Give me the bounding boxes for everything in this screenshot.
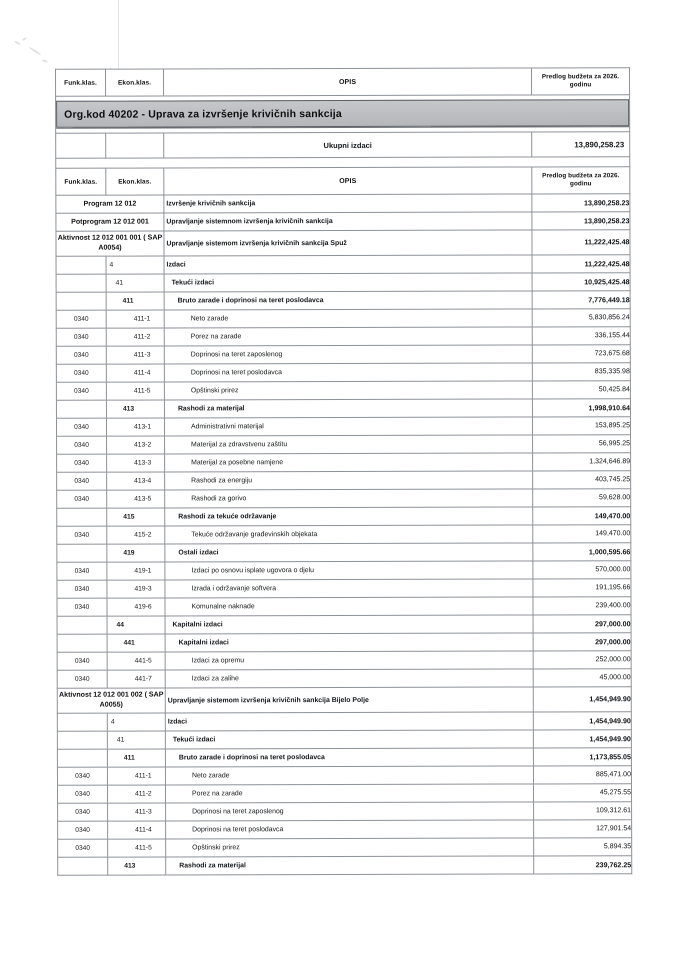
opis-text: Porez na zarade: [192, 790, 243, 798]
header-opis-2: OPIS: [164, 167, 532, 195]
row-amount: 45,000.00: [533, 669, 631, 687]
row-opis: [166, 838, 534, 857]
ekon-code: 413-3: [134, 459, 152, 467]
opis-text: Rashodi za materijal: [179, 862, 246, 870]
header-ekon-klas-2: Ekon.klas.: [106, 168, 164, 195]
row-ekon-klas: [106, 274, 164, 292]
table-row: [56, 345, 630, 365]
row-funk-klas: [57, 508, 107, 526]
opis-text: Komunalne naknade: [191, 603, 255, 611]
row-opis: [165, 471, 533, 490]
row-opis: [165, 597, 533, 616]
row-amount: 153,895.25: [532, 417, 630, 435]
row-opis: [164, 273, 532, 292]
opis-text: Doprinosi na teret poslodavca: [190, 369, 283, 377]
table-row: [58, 856, 632, 876]
row-opis: [165, 453, 533, 472]
opis-text: Neto zarade: [190, 315, 229, 323]
row-ekon-klas: [106, 346, 164, 364]
total-funk-cell: [56, 133, 106, 158]
table-row: [56, 230, 630, 257]
opis-text: Bruto zarade i doprinosi na teret poslodavca: [178, 754, 325, 762]
row-funk-klas: 0340: [57, 670, 107, 688]
table-row: [57, 489, 631, 509]
ekon-code: 419-1: [134, 567, 152, 575]
table-row: [56, 194, 630, 214]
row-amount: 11,222,425.48: [532, 230, 630, 255]
opis-text: Izdaci za zalihe: [191, 675, 239, 683]
row-ekon-klas: [107, 767, 165, 785]
table-row: [57, 471, 631, 491]
table-row: [56, 327, 630, 347]
ekon-code: 411-4: [133, 369, 151, 377]
row-funk-klas: 0340: [57, 767, 107, 785]
row-group-label: Program 12 012: [56, 195, 164, 213]
row-funk-klas: 0340: [57, 454, 107, 472]
row-funk-klas: 0340: [56, 382, 106, 400]
row-opis: [165, 766, 533, 785]
opis-text: Kapitalni izdaci: [172, 621, 223, 629]
row-ekon-klas: [107, 472, 165, 490]
row-ekon-klas: [107, 526, 165, 544]
row-funk-klas: 0340: [57, 580, 107, 598]
opis-text: Kapitalni izdaci: [178, 639, 229, 647]
row-amount: 1,454,949.90: [533, 687, 631, 712]
row-funk-klas: [57, 634, 107, 652]
org-code-banner: Org.kod 40202 - Uprava za izvršenje krivičnih sankcija: [56, 99, 629, 128]
opis-text: Doprinosi na teret zaposlenog: [192, 808, 284, 816]
ekon-code: 411-4: [135, 826, 152, 834]
ekon-code: 441: [123, 639, 135, 647]
table-row: [56, 399, 630, 419]
row-amount: 149,470.00: [533, 507, 631, 525]
table-row: [56, 363, 630, 383]
table-row: [56, 273, 630, 293]
row-amount: 5,894.35: [534, 838, 632, 856]
ekon-code: 411-2: [135, 790, 152, 798]
row-amount: 5,830,856.24: [532, 309, 630, 327]
row-ekon-klas: [108, 857, 166, 875]
row-opis: [164, 417, 532, 436]
ekon-code: 4: [109, 261, 114, 269]
row-ekon-klas: [106, 256, 164, 274]
row-opis: [164, 291, 532, 310]
table-row: [57, 730, 631, 750]
row-opis: [164, 194, 532, 213]
ekon-code: 441-5: [134, 657, 152, 665]
row-funk-klas: [57, 616, 107, 634]
ekon-code: 411-2: [133, 333, 151, 341]
row-ekon-klas: [107, 562, 165, 580]
row-amount: 239,762.25: [534, 856, 632, 874]
table-row: [57, 748, 631, 768]
row-amount: 297,000.00: [533, 615, 631, 633]
table-row: [57, 597, 631, 617]
row-amount: 13,890,258.23: [532, 194, 630, 212]
opis-text: Izdaci za opremu: [191, 657, 245, 665]
row-funk-klas: 0340: [57, 562, 107, 580]
row-ekon-klas: [107, 436, 165, 454]
scan-artifact: [12, 36, 54, 66]
opis-text: Izrada i održavanje softvera: [191, 585, 277, 593]
ekon-code: 419: [123, 549, 135, 557]
row-ekon-klas: [107, 508, 165, 526]
row-ekon-klas: [106, 292, 164, 310]
ekon-code: 441-7: [134, 675, 152, 683]
row-ekon-klas: [107, 731, 165, 749]
row-amount: 1,454,949.90: [533, 712, 631, 730]
row-ekon-klas: [107, 580, 165, 598]
opis-text: Porez na zarade: [190, 333, 242, 341]
row-opis: [164, 255, 532, 274]
ekon-code: 411-3: [133, 351, 151, 359]
ekon-code: 411: [123, 754, 135, 762]
row-opis: [165, 748, 533, 767]
row-funk-klas: [56, 274, 106, 292]
opis-text: Materijal za zdravstvenu zaštitu: [191, 441, 288, 449]
opis-text: Opštinski prirez: [192, 844, 240, 852]
row-amount: 1,454,949.90: [533, 730, 631, 748]
row-funk-klas: 0340: [56, 418, 106, 436]
table-row: [57, 525, 631, 545]
row-opis: [165, 435, 533, 454]
row-funk-klas: 0340: [58, 803, 108, 821]
row-amount: 13,890,258.23: [532, 212, 630, 230]
opis-text: Tekući izdaci: [172, 736, 216, 744]
opis-text: Administrativni materijal: [190, 423, 264, 431]
row-opis: [165, 633, 533, 652]
row-funk-klas: [57, 544, 107, 562]
ekon-code: 413-5: [134, 495, 152, 503]
opis-text: Upravljanje sistemom izvršenja krivičnih sankcija Bijelo Polje: [167, 696, 369, 704]
row-amount: 109,312.61: [534, 802, 632, 820]
row-funk-klas: [57, 749, 107, 767]
row-group-label: Potprogram 12 012 001: [56, 213, 164, 231]
row-amount: 7,776,449.18: [532, 291, 630, 309]
row-funk-klas: 0340: [58, 839, 108, 857]
row-ekon-klas: [107, 598, 165, 616]
row-opis: [166, 802, 534, 821]
row-amount: 59,628.00: [533, 489, 631, 507]
ekon-code: 411-5: [135, 844, 152, 852]
opis-text: Izdaci po osnovu isplate ugovora o djelu: [191, 567, 315, 575]
header-opis: OPIS: [164, 68, 532, 96]
row-funk-klas: 0340: [57, 436, 107, 454]
row-opis: [165, 651, 533, 670]
row-funk-klas: 0340: [56, 346, 106, 364]
row-opis: [165, 489, 533, 508]
row-ekon-klas: [108, 839, 166, 857]
ekon-code: 413-2: [134, 441, 152, 449]
row-opis: [165, 669, 533, 688]
row-ekon-klas: [107, 670, 165, 688]
opis-text: Neto zarade: [191, 772, 230, 780]
row-funk-klas: 0340: [57, 598, 107, 616]
ekon-code: 411-3: [135, 808, 152, 816]
table-row: [57, 579, 631, 599]
ekon-code: 419-6: [134, 603, 152, 611]
table-row: [57, 615, 631, 635]
row-funk-klas: [56, 292, 106, 310]
table-row: [58, 784, 632, 804]
row-opis: [164, 212, 532, 231]
row-funk-klas: 0340: [58, 821, 108, 839]
row-ekon-klas: [107, 634, 165, 652]
row-amount: 570,000.00: [533, 561, 631, 579]
ekon-code: 413: [124, 862, 136, 870]
table-row: [57, 453, 631, 473]
header-ekon-klas: Ekon.klas.: [106, 69, 164, 96]
row-group-label: Aktivnost 12 012 001 002 ( SAP A0055): [57, 688, 165, 713]
ekon-code: 411: [122, 297, 134, 305]
table-row: [56, 309, 630, 329]
table-header-row-top: [56, 68, 630, 97]
row-ekon-klas: [106, 400, 164, 418]
row-funk-klas: 0340: [57, 472, 107, 490]
ekon-code: 411-1: [133, 315, 151, 323]
table-row: [57, 651, 631, 671]
row-opis: [164, 309, 532, 328]
row-opis: [165, 579, 533, 598]
table-row: [56, 381, 630, 401]
table-row: [57, 766, 631, 786]
header-budget-proposal: Predlog budžeta za 2026. godinu: [532, 68, 630, 95]
total-label: Ukupni izdaci: [164, 132, 532, 158]
total-ekon-cell: [106, 133, 164, 158]
row-funk-klas: [56, 256, 106, 274]
row-opis: [165, 507, 533, 526]
row-ekon-klas: [106, 328, 164, 346]
header-funk-klas-2: Funk.klas.: [56, 168, 106, 195]
table-header-row-repeat: [56, 167, 630, 196]
table-row: [56, 291, 630, 311]
opis-text: Doprinosi na teret poslodavca: [192, 826, 284, 834]
row-opis: [166, 820, 534, 839]
row-amount: 127,901.54: [534, 820, 632, 838]
table-row: [57, 687, 631, 714]
row-amount: 1,000,595.66: [533, 543, 631, 561]
opis-text: Bruto zarade i doprinosi na teret poslodavca: [177, 297, 324, 305]
opis-text: Rashodi za energiju: [191, 477, 253, 485]
table-row: [56, 212, 630, 232]
total-amount: 13,890,258.23: [532, 132, 630, 157]
row-opis: [165, 615, 533, 634]
row-ekon-klas: [108, 821, 166, 839]
row-amount: 1,324,646.89: [533, 453, 631, 471]
table-row: [58, 838, 632, 858]
row-opis: [164, 230, 532, 256]
table-row: [57, 712, 631, 732]
row-amount: 403,745.25: [533, 471, 631, 489]
opis-text: Opštinski prirez: [190, 387, 239, 395]
row-ekon-klas: [107, 652, 165, 670]
row-amount: 10,925,425.48: [532, 273, 630, 291]
row-amount: 885,471.00: [533, 766, 631, 784]
row-opis: [164, 345, 532, 364]
table-body: [56, 194, 632, 876]
row-opis: [165, 712, 533, 731]
table-row: [56, 255, 630, 275]
row-amount: 45,275.55: [534, 784, 632, 802]
row-funk-klas: [58, 857, 108, 875]
ekon-code: 419-3: [134, 585, 152, 593]
ekon-code: 415: [123, 513, 135, 521]
row-ekon-klas: [107, 713, 165, 731]
row-funk-klas: 0340: [57, 490, 107, 508]
ekon-code: 41: [116, 736, 125, 744]
ekon-code: 413-4: [134, 477, 152, 485]
row-opis: [164, 327, 532, 346]
row-ekon-klas: [107, 544, 165, 562]
table-row: [57, 435, 631, 455]
row-opis: [164, 363, 532, 382]
ekon-code: 415-2: [134, 531, 152, 539]
row-amount: 336,155.44: [532, 327, 630, 345]
opis-text: Rashodi za tekuće održavanje: [178, 513, 277, 521]
row-funk-klas: [57, 731, 107, 749]
opis-text: Doprinosi na teret zaposlenog: [190, 351, 283, 359]
opis-text: Tekuće održavanje građevinskih objekata: [191, 531, 318, 539]
opis-text: Materijal za posebne namjene: [191, 459, 284, 467]
row-funk-klas: 0340: [56, 310, 106, 328]
row-opis: [165, 543, 533, 562]
opis-text: Rashodi za materijal: [177, 405, 245, 413]
ekon-code: 413: [122, 405, 135, 413]
table-row: [56, 417, 630, 437]
row-ekon-klas: [106, 364, 164, 382]
header-budget-proposal-2: Predlog budžeta za 2026. godinu: [532, 167, 630, 194]
row-opis: [165, 561, 533, 580]
row-amount: 191,195.66: [533, 579, 631, 597]
row-amount: 1,998,910.64: [532, 399, 630, 417]
row-ekon-klas: [107, 490, 165, 508]
budget-table: [55, 67, 632, 876]
row-funk-klas: 0340: [56, 328, 106, 346]
opis-text: Izdaci: [166, 261, 186, 269]
row-opis: [166, 856, 534, 875]
row-ekon-klas: [108, 785, 166, 803]
row-funk-klas: [56, 400, 106, 418]
table-row: [57, 507, 631, 527]
row-amount: 50,425.84: [532, 381, 630, 399]
row-amount: 835,335.98: [532, 363, 630, 381]
opis-text: Ostali izdaci: [178, 549, 219, 557]
row-amount: 1,173,855.05: [533, 748, 631, 766]
row-amount: 252,000.00: [533, 651, 631, 669]
opis-text: Upravljanje sistemom izvršenja krivičnih sankcija Spuž: [166, 239, 347, 247]
row-opis: [165, 730, 533, 749]
row-funk-klas: 0340: [56, 364, 106, 382]
opis-text: Upravljanje sistemnom izvršenja krivičnih sankcija: [166, 218, 333, 226]
row-funk-klas: [57, 713, 107, 731]
row-ekon-klas: [107, 616, 165, 634]
opis-text: Tekući izdaci: [171, 279, 214, 287]
row-opis: [166, 784, 534, 803]
table-row: [57, 633, 631, 653]
table-row: [58, 802, 632, 822]
opis-text: Izvršenje krivičnih sankcija: [166, 200, 256, 208]
table-row: [57, 669, 631, 689]
row-amount: 149,470.00: [533, 525, 631, 543]
header-funk-klas: Funk.klas.: [56, 69, 106, 96]
opis-text: Rashodi za gorivo: [191, 495, 247, 503]
ekon-code: 4: [110, 718, 115, 726]
ekon-code: 413-1: [133, 423, 152, 431]
row-ekon-klas: [108, 803, 166, 821]
ekon-code: 41: [115, 279, 124, 287]
row-amount: 11,222,425.48: [532, 255, 630, 273]
row-ekon-klas: [106, 382, 164, 400]
row-funk-klas: 0340: [57, 526, 107, 544]
row-opis: [164, 381, 532, 400]
row-ekon-klas: [107, 454, 165, 472]
row-group-label: Aktivnost 12 012 001 001 ( SAP A0054): [56, 231, 164, 256]
row-ekon-klas: [106, 310, 164, 328]
row-ekon-klas: [106, 418, 164, 436]
ekon-code: 411-5: [133, 387, 151, 395]
row-amount: 239,400.00: [533, 597, 631, 615]
row-ekon-klas: [107, 749, 165, 767]
row-amount: 297,000.00: [533, 633, 631, 651]
table-row: [58, 820, 632, 840]
row-amount: 723,675.68: [532, 345, 630, 363]
row-opis: [165, 525, 533, 544]
row-opis: [164, 399, 532, 418]
ekon-code: 44: [116, 621, 125, 629]
row-amount: 56,995.25: [533, 435, 631, 453]
row-funk-klas: 0340: [57, 652, 107, 670]
opis-text: Izdaci: [167, 718, 187, 726]
total-row: [56, 132, 630, 159]
org-banner-row: [56, 95, 630, 134]
table-row: [57, 561, 631, 581]
row-opis: [165, 687, 533, 713]
ekon-code: 411-1: [134, 772, 152, 780]
row-funk-klas: 0340: [58, 785, 108, 803]
table-row: [57, 543, 631, 563]
